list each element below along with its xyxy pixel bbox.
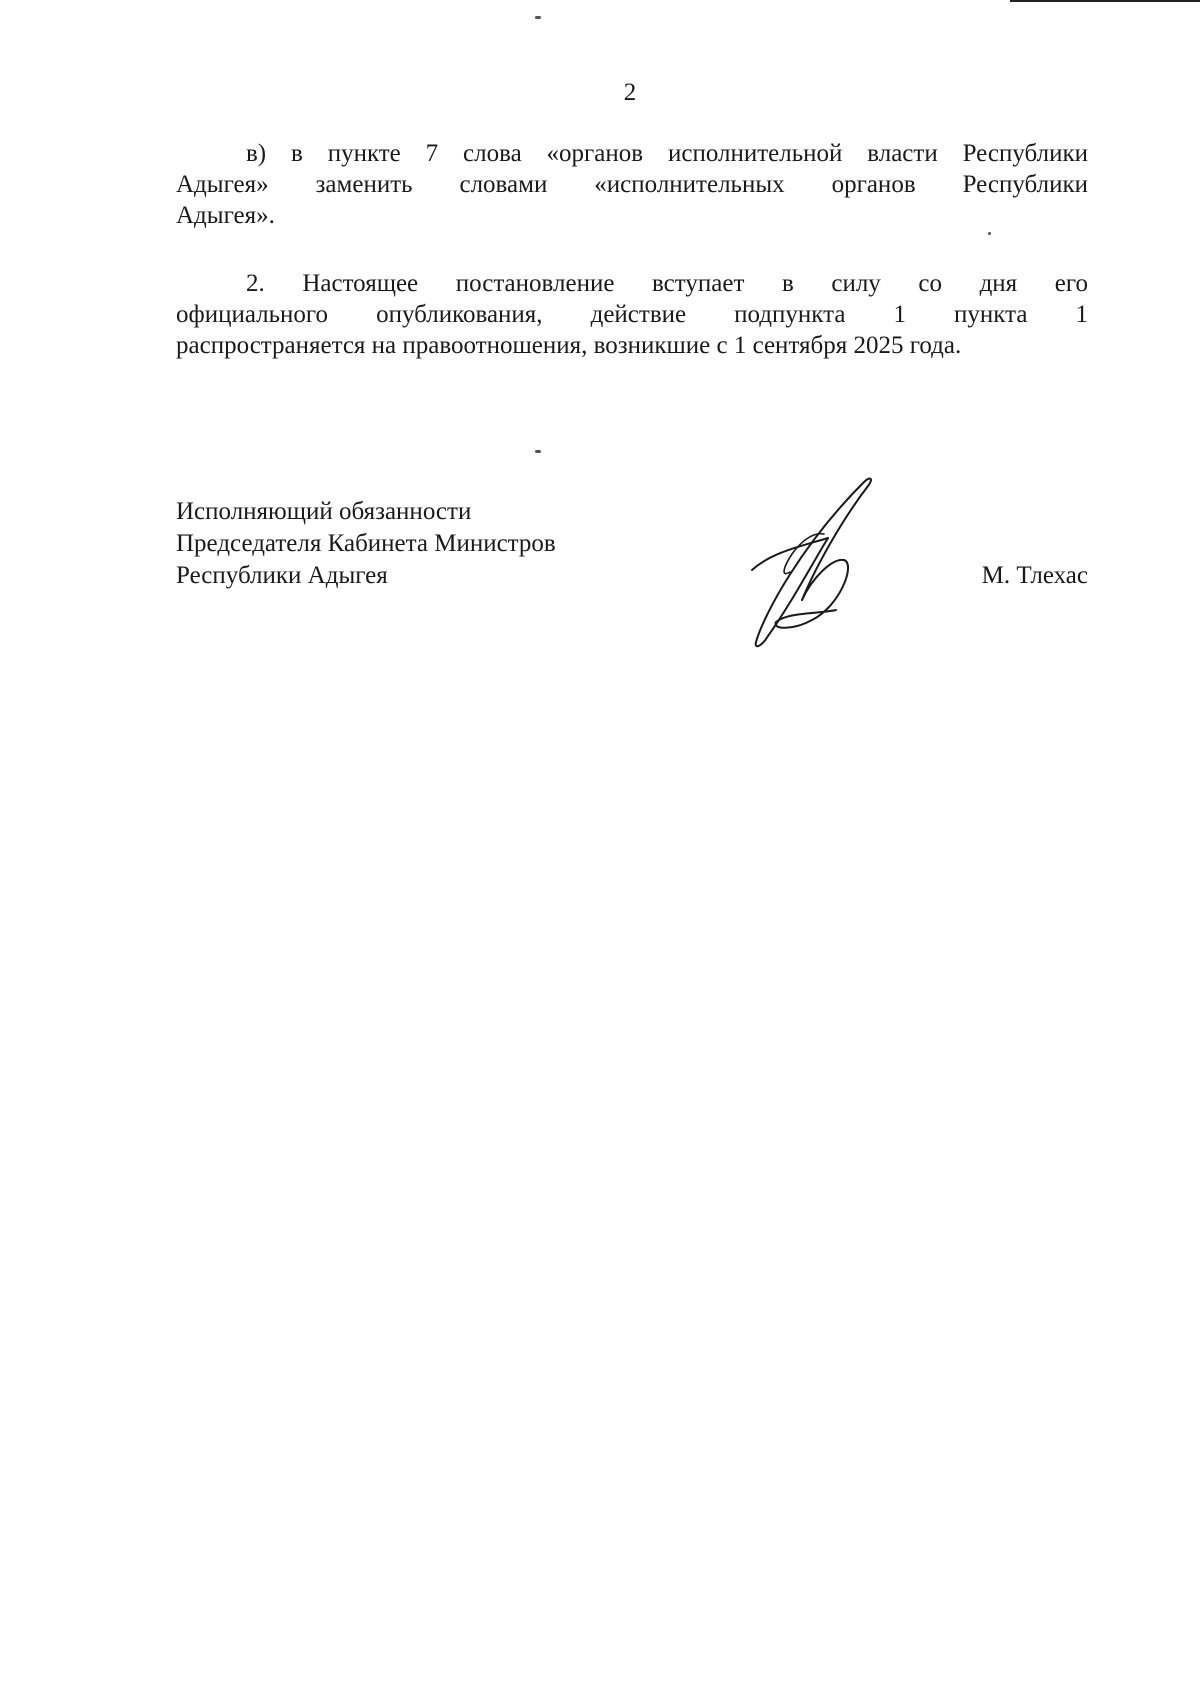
page-number: 2: [623, 79, 637, 106]
paragraph-line: распространяется на правоотношения, возникшие с 1 сентября 2025 года.: [176, 332, 962, 359]
scan-edge-line: [1010, 0, 1200, 2]
paragraph-effective-date: [176, 268, 1088, 361]
scan-speck: [535, 16, 541, 19]
scan-speck: [988, 232, 991, 235]
handwritten-signature: [732, 474, 892, 654]
paragraph-line: Адыгея».: [176, 202, 275, 229]
paragraph-line: Адыгея» заменить словами «исполнительных органов Республики: [176, 171, 1088, 198]
paragraph-amendment: [176, 138, 1088, 231]
paragraph-line: 2. Настоящее постановление вступает в силу со дня его: [246, 270, 1088, 297]
signature-block: [176, 496, 1088, 646]
paragraph-line: официального опубликования, действие подпункта 1 пункта 1: [176, 301, 1088, 328]
scan-speck: [535, 450, 541, 453]
signer-title-line: Председателя Кабинета Министров: [176, 530, 556, 557]
signer-name: М. Тлехас: [981, 562, 1088, 589]
signer-title: [176, 496, 556, 592]
signer-title-line: Республики Адыгея: [176, 562, 388, 589]
paragraph-line: в) в пункте 7 слова «органов исполнительной власти Республики: [246, 140, 1088, 167]
signer-title-line: Исполняющий обязанности: [176, 498, 472, 525]
